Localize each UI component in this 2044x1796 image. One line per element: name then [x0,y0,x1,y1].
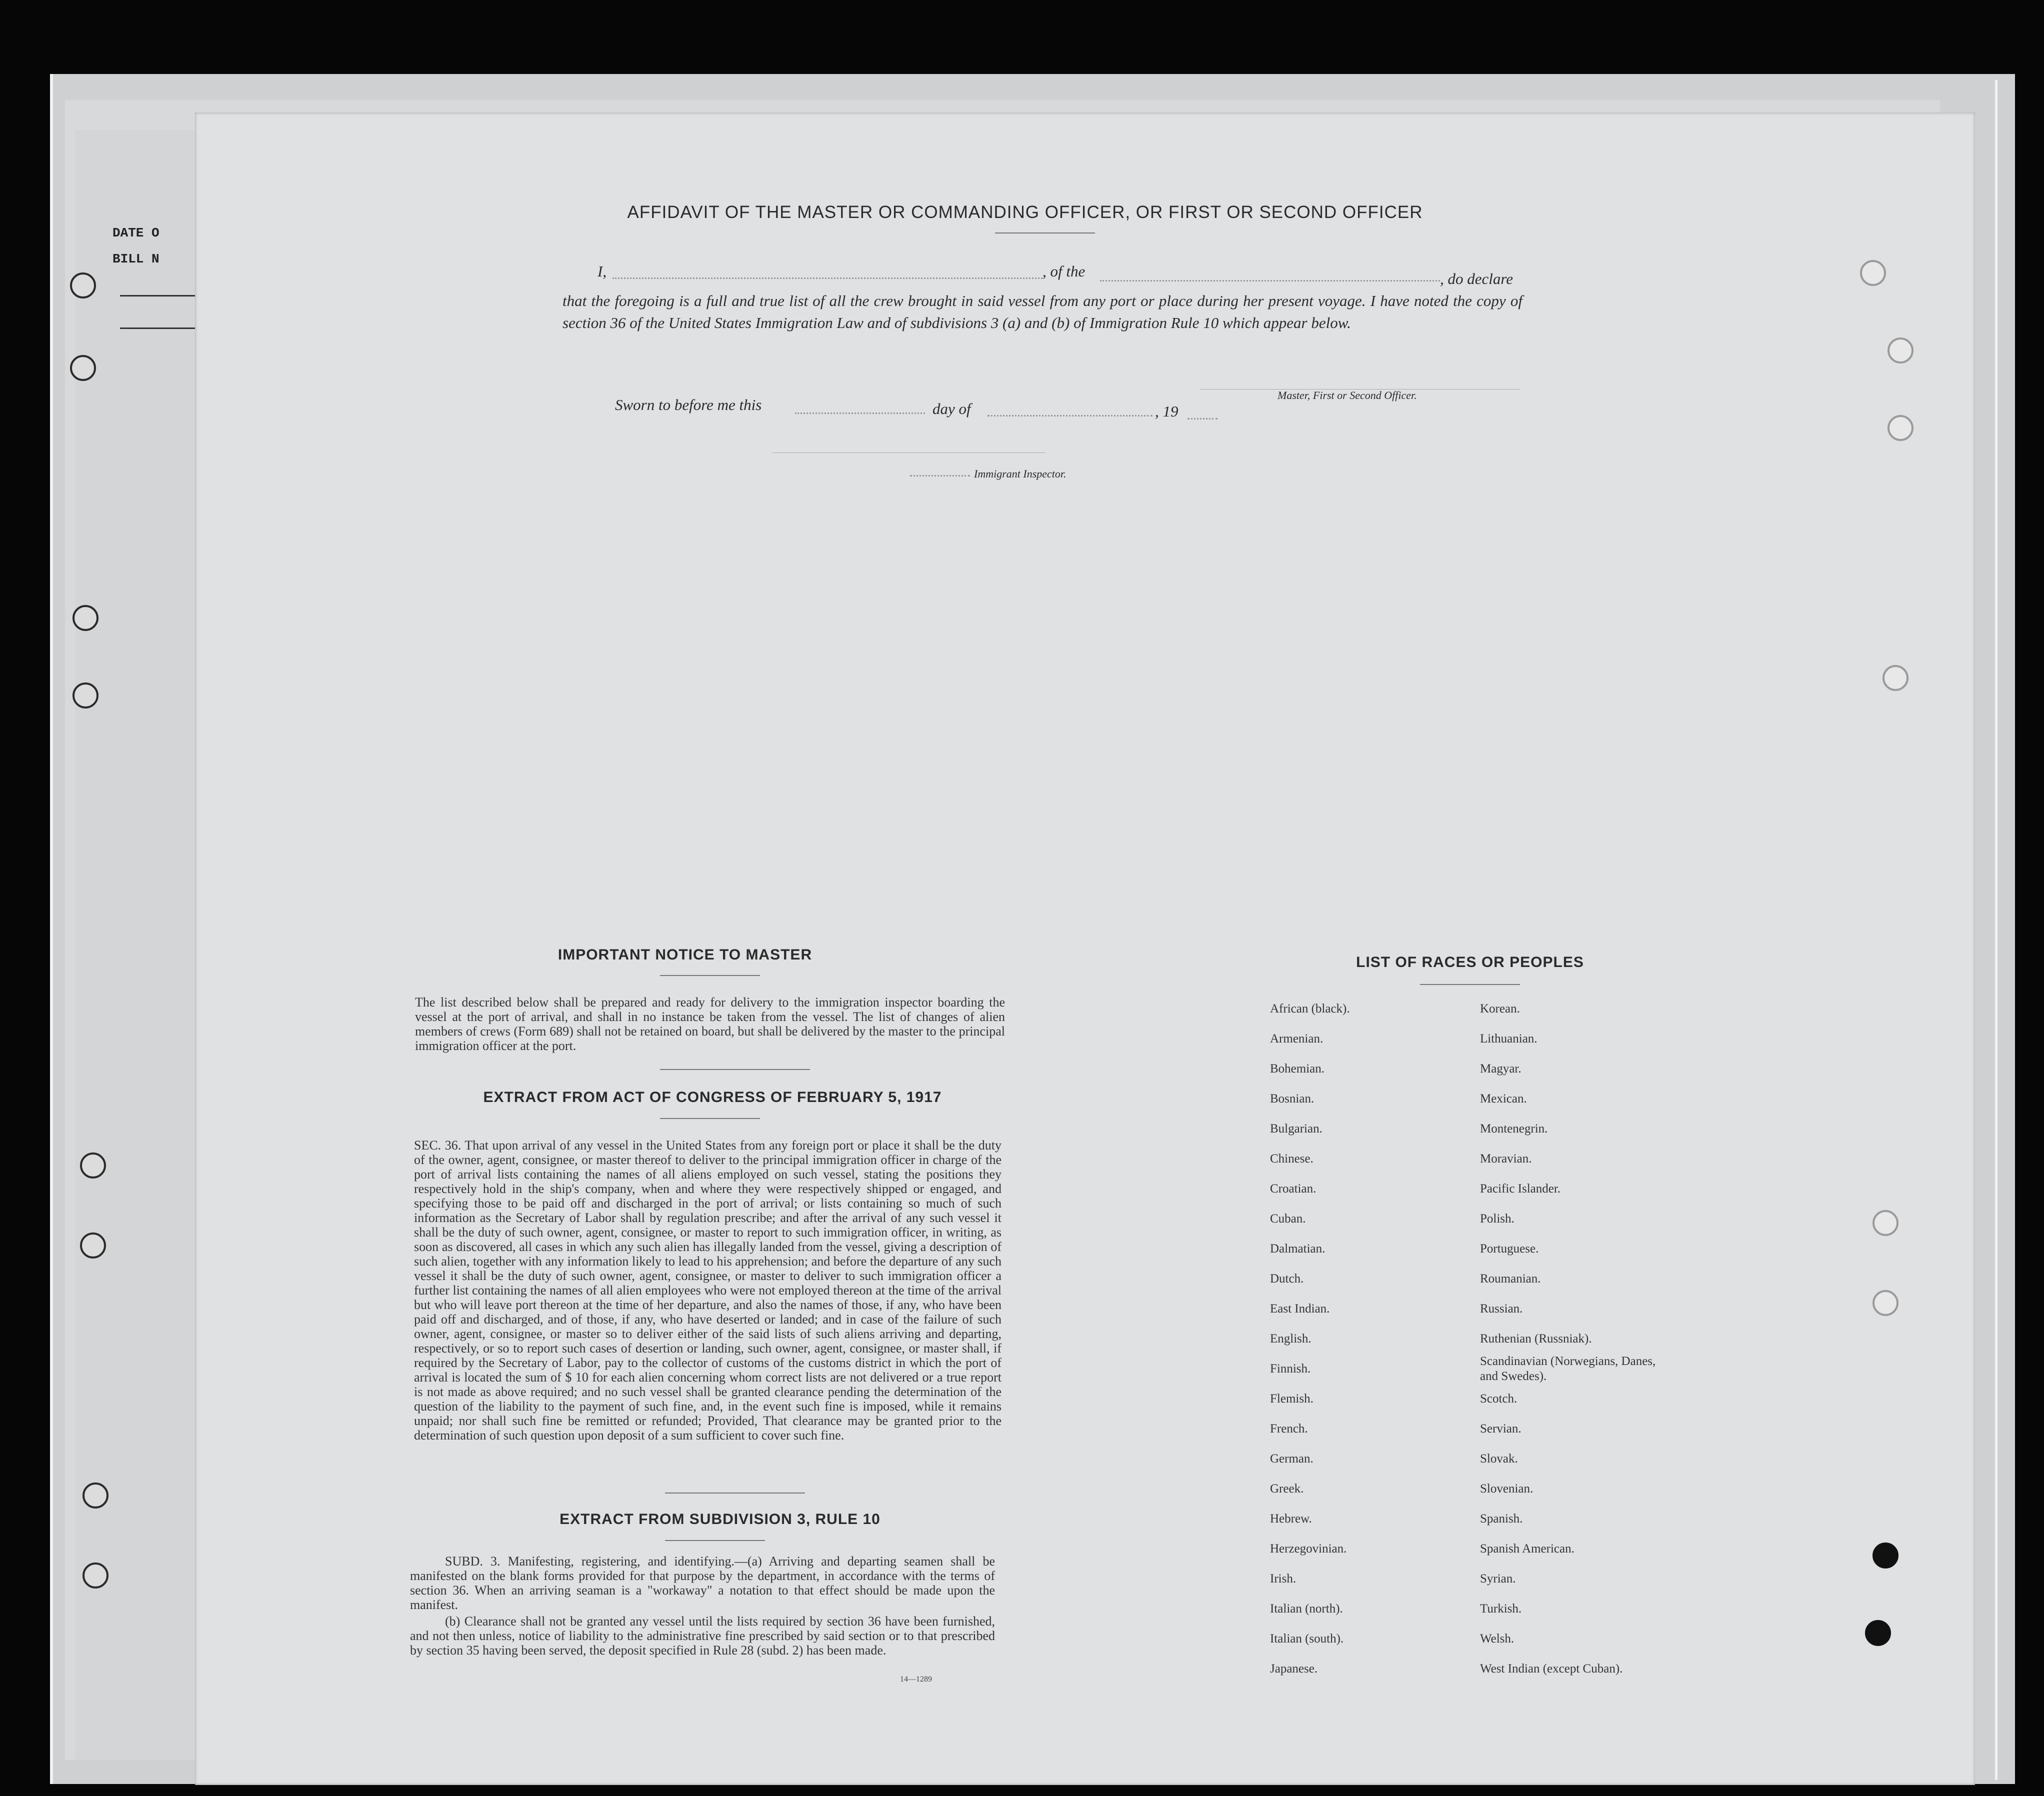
race-item: Herzegovinian. [1270,1542,1347,1556]
race-item: Mexican. [1480,1092,1527,1106]
race-item: Cuban. [1270,1212,1306,1226]
races-column-1 [1270,994,1470,1684]
notice-text: The list described below shall be prepared and ready for delivery to the immigration inspector boarding the vessel at the port of arrival, and shall in no instance be taken from the vessel. The list of changes of alien members of crews (Form 689) shall not be retained on board, but shall be delivered by the master to the principal immigration officer at the port. [415,995,1005,1053]
races-title: LIST OF RACES OR PEOPLES [1356,954,1584,970]
race-item: Polish. [1480,1212,1514,1226]
race-item: Scandinavian (Norwegians, Danes, and Swedes). [1480,1354,1656,1383]
race-item: Roumanian. [1480,1272,1541,1286]
binder-hole [70,272,96,298]
binder-hole [72,605,98,631]
sworn-day-of: day of [932,400,971,418]
race-item: Finnish. [1270,1362,1311,1376]
race-item: Armenian. [1270,1032,1324,1046]
race-item: Russian. [1480,1302,1523,1316]
sworn-prefix: Sworn to before me this [615,396,762,414]
act-text: SEC. 36. That upon arrival of any vessel in the United States from any foreign port or place it shall be the duty of the owner, agent, consignee, or master thereof to deliver to the principal immigration officer in charge of the port of arrival lists containing the names of all aliens employed on such vessel, stating the positions they respectively hold in the ship's company, when and where they were respectively shipped or engaged, and specifying those to be paid off and discharged in the port of arrival; or lists containing so much of such information as the Secretary of Labor shall by regulation prescribe; and after the arrival of any such vessel it shall be the duty of such owner, agent, consignee, or master to report to such immigration officer, in writing, as soon as discovered, all cases in which any such alien has illegally landed from the vessel, giving a description of such alien, together with any information likely to lead to his apprehension; and before the departure of any such vessel it shall be the duty of such owner, agent, consignee, or master to deliver to such immigration officer a further list containing the names of all alien employees who were not employed thereon at the time of the arrival but who will leave port thereon at the time of her departure, and also the names of those, if any, who have been paid off and discharged, and of those, if any, who have deserted or landed; and in case of the failure of such owner, agent, consignee, or master so to deliver either of the said lists of such aliens arriving and departing, respectively, or so to report such cases of desertion or landing, such owner, agent, consignee, or master shall, if required by the Secretary of Labor, pay to the collector of customs of the customs district in which the port of arrival is located the sum of $ 10 for each alien concerning whom correct lists are not delivered or a true report is not made as above required; and no such vessel shall be granted clearance pending the determination of the question of the liability to the payment of such fine, and, in the event such fine is imposed, while it remains unpaid; nor shall such fine be remitted or refunded; Provided, That clearance may be granted prior to the determination of such question upon deposit of a sum sufficient to cover such fine. [414,1138,1002,1442]
rule10-text-a: SUBD. 3. Manifesting, registering, and identifying.—(a) Arriving and departing seamen shall be manifested on the blank forms provided for that purpose by the department, in accordance with the terms of section 36. When an arriving seaman is a "workaway" a notation to that effect should be made upon the manifest. [410,1554,995,1612]
binder-hole [1882,665,1908,691]
race-item: Turkish. [1480,1602,1522,1616]
binder-hole [1888,415,1914,441]
declaration-body: that the foregoing is a full and true list of all the crew brought in said vessel from any port or place during her present voyage. I have noted the copy of section 36 of the United States Immigration Law and of subdivisions 3 (a) and (b) of Immigration Rule 10 which appear below. [562,292,1522,332]
binder-hole [1888,338,1914,364]
inspector-dotline [910,475,970,476]
race-item: Japanese. [1270,1662,1318,1676]
act-rule [660,1118,760,1119]
vessel-blank [1100,280,1440,282]
race-item: Chinese. [1270,1152,1314,1166]
affidavit-title: AFFIDAVIT OF THE MASTER OR COMMANDING OFFICER, OR FIRST OR SECOND OFFICER [627,202,1423,222]
race-item: Italian (south). [1270,1632,1344,1646]
race-item: Servian. [1480,1422,1522,1436]
race-item: Magyar. [1480,1062,1522,1076]
section-rule [665,1492,805,1494]
race-item: Korean. [1480,1002,1520,1016]
declaration-of-the: , of the [1042,262,1086,280]
race-item: Italian (north). [1270,1602,1343,1616]
binder-hole [70,355,96,381]
binder-hole [1872,1290,1898,1316]
race-item: East Indian. [1270,1302,1330,1316]
race-item: French. [1270,1422,1308,1436]
month-blank [988,415,1152,416]
race-item: English. [1270,1332,1312,1346]
race-item: Pacific Islander. [1480,1182,1561,1196]
name-blank [612,278,1042,279]
inspector-signature-line [772,452,1045,453]
race-item: Dalmatian. [1270,1242,1326,1256]
binder-hole [1872,1210,1898,1236]
race-item: German. [1270,1452,1314,1466]
rule10-rule [665,1540,765,1541]
declaration-do-declare: , do declare [1440,270,1514,288]
title-rule [995,232,1095,234]
year-blank [1188,418,1218,420]
race-item: Greek. [1270,1482,1304,1496]
master-caption: Master, First or Second Officer. [1278,389,1417,402]
race-item: Flemish. [1270,1392,1314,1406]
binder-hole [82,1562,108,1588]
race-item: Croatian. [1270,1182,1316,1196]
binder-hole [1872,1542,1898,1568]
stub-rule [120,328,195,329]
race-item: Welsh. [1480,1632,1514,1646]
document-page [195,112,1975,1785]
race-item: Spanish. [1480,1512,1523,1526]
races-rule [1420,984,1520,985]
page-edge [50,74,53,1784]
stub-line-2: BILL N [112,252,160,266]
race-item: Slovenian. [1480,1482,1534,1496]
binder-hole [1865,1620,1891,1646]
race-item: Syrian. [1480,1572,1516,1586]
race-item: Spanish American. [1480,1542,1574,1556]
act-title: EXTRACT FROM ACT OF CONGRESS OF FEBRUARY 5, 1917 [483,1089,942,1106]
race-item: Hebrew. [1270,1512,1312,1526]
race-item: Scotch. [1480,1392,1518,1406]
race-item: Bosnian. [1270,1092,1314,1106]
sworn-year: , 19 [1155,402,1178,420]
section-rule [660,1069,810,1070]
binder-hole [80,1232,106,1258]
race-item: Moravian. [1480,1152,1532,1166]
form-number: 14—1289 [900,1675,932,1684]
race-item: Portuguese. [1480,1242,1539,1256]
race-item: Dutch. [1270,1272,1304,1286]
binder-hole [80,1152,106,1178]
races-column-2 [1480,994,1680,1684]
race-item: Ruthenian (Russniak). [1480,1332,1592,1346]
race-item: Lithuanian. [1480,1032,1538,1046]
race-item: Bulgarian. [1270,1122,1322,1136]
notice-rule [660,975,760,976]
stub-line-1: DATE O [112,226,160,240]
day-blank [795,412,925,414]
inspector-caption: Immigrant Inspector. [974,468,1066,480]
race-item: Slovak. [1480,1452,1518,1466]
stub-text [112,220,160,272]
binder-hole [72,682,98,708]
notice-title: IMPORTANT NOTICE TO MASTER [558,946,812,963]
race-item: Montenegrin. [1480,1122,1548,1136]
race-item: Bohemian. [1270,1062,1325,1076]
binder-hole [1860,260,1886,286]
rule10-title: EXTRACT FROM SUBDIVISION 3, RULE 10 [560,1511,880,1528]
race-item: West Indian (except Cuban). [1480,1662,1623,1676]
race-item: African (black). [1270,1002,1350,1016]
binder-hole [82,1482,108,1508]
declaration-i: I, [598,262,607,280]
page-edge [1995,80,1998,1780]
rule10-text-b: (b) Clearance shall not be granted any vessel until the lists required by section 36 have been furnished, and not then unless, notice of liability to the administrative fine prescribed by said section or to that prescribed by section 35 having been served, the deposit specified in Rule 28 (subd. 2) has been made. [410,1614,995,1658]
race-item: Irish. [1270,1572,1296,1586]
stub-rule [120,295,195,296]
